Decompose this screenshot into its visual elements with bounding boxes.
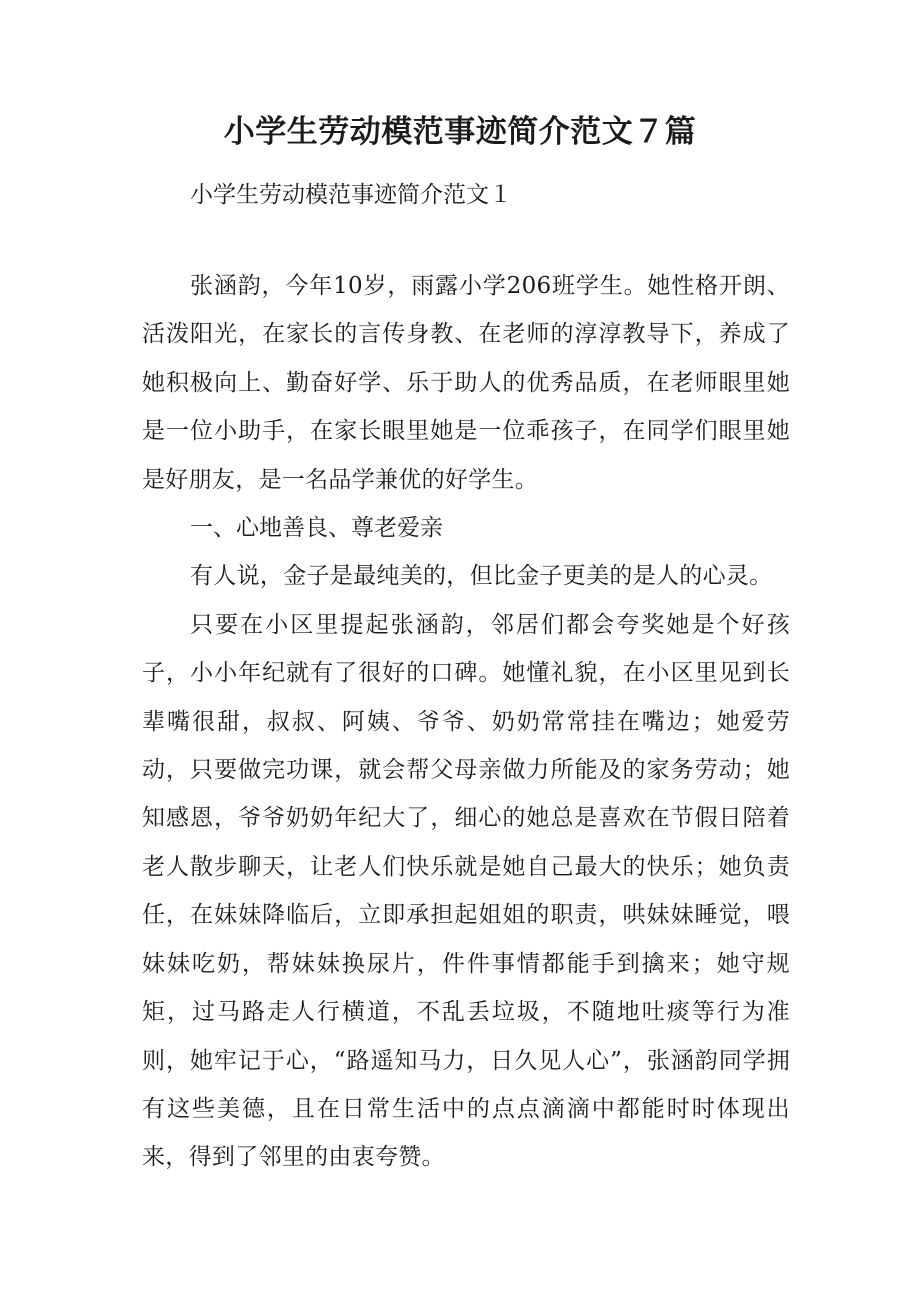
paragraph-intro: 张涵韵，今年10岁，雨露小学206班学生。她性格开朗、活泼阳光，在家长的言传身教、在老师的淳淳教导下，养成了她积极向上、勤奋好学、乐于助人的优秀品质，在老师眼里她是一位小助手，在家长眼里她是一位乖孩子，在同学们眼里她是好朋友，是一名品学兼优的好学生。 (142, 273, 790, 493)
document-subtitle: 小学生劳动模范事迹简介范文１ (190, 182, 512, 208)
paragraph-quote: 有人说，金子是最纯美的，但比金子更美的是人的心灵。 (190, 563, 773, 590)
document-title: 小学生劳动模范事迹简介范文７篇 (223, 114, 697, 150)
paragraph-virtues: 只要在小区里提起张涵韵，邻居们都会夸奖她是个好孩子，小小年纪就有了很好的口碑。她懂礼貌，在小区里见到长辈嘴很甜，叔叔、阿姨、爷爷、奶奶常常挂在嘴边；她爱劳动，只要做完功课，就会帮父母亲做力所能及的家务劳动；她知感恩，爷爷奶奶年纪大了，细心的她总是喜欢在节假日陪着老人散步聊天，让老人们快乐就是她自己最大的快乐；她负责任，在妹妹降临后，立即承担起姐姐的职责，哄妹妹睡觉，喂妹妹吃奶，帮妹妹换尿片，件件事情都能手到擒来；她守规矩，过马路走人行横道，不乱丢垃圾，不随地吐痰等行为准则，她牢记于心，“路遥知马力，日久见人心”，张涵韵同学拥有这些美德，且在日常生活中的点点滴滴中都能时时体现出来，得到了邻里的由衷夸赞。 (142, 611, 790, 1171)
document-body (142, 262, 790, 1182)
section-heading: 一、心地善良、尊老爱亲 (190, 515, 443, 542)
